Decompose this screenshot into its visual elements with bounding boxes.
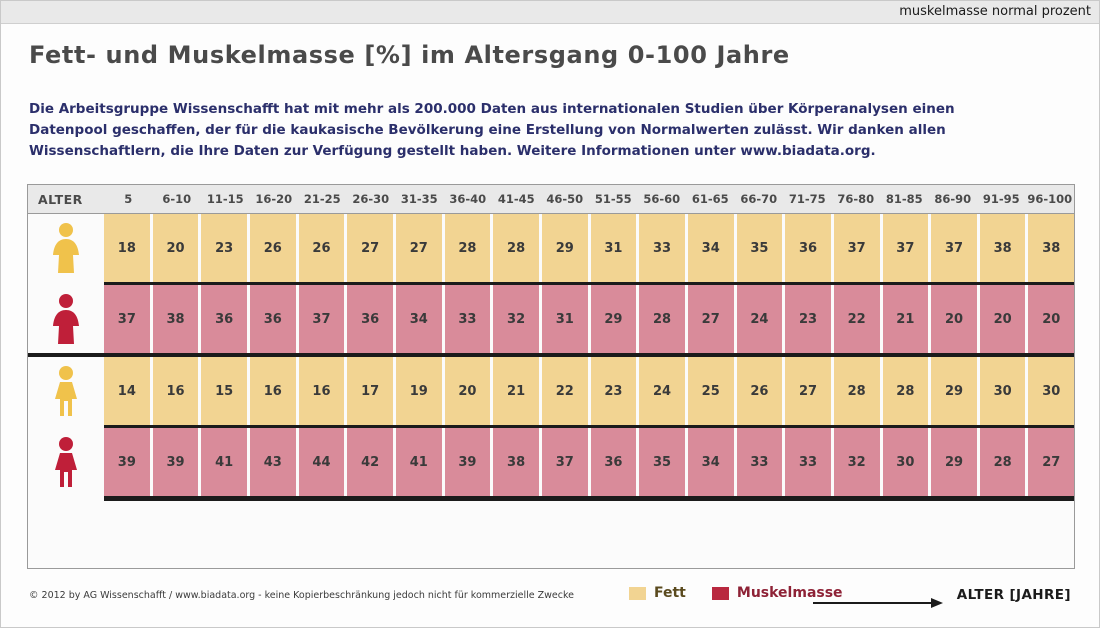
value-cell: 27 [1028,428,1074,496]
legend-label-muskelmasse: Muskelmasse [736,585,843,601]
value-cell: 29 [591,285,640,353]
intro-paragraph [29,99,1029,162]
male-muscle-icon-cell [28,428,104,496]
value-cell: 26 [250,214,299,282]
value-cell: 23 [591,357,640,425]
age-header-cell: 86-90 [934,192,972,206]
value-cell: 39 [445,428,494,496]
age-header-cell: 61-65 [691,192,729,206]
age-header-cell: 5 [124,192,133,206]
value-cell: 33 [785,428,834,496]
table-header-row [28,185,1074,214]
value-cell: 43 [250,428,299,496]
value-cell: 44 [299,428,348,496]
value-cell: 14 [104,357,153,425]
male-muscle-values [104,428,1074,496]
value-cell: 33 [639,214,688,282]
value-cell: 41 [201,428,250,496]
value-cell: 33 [445,285,494,353]
value-cell: 41 [396,428,445,496]
value-cell: 23 [201,214,250,282]
value-cell: 36 [347,285,396,353]
value-cell: 37 [299,285,348,353]
value-cell: 29 [542,214,591,282]
value-cell: 38 [153,285,202,353]
caption-text: muskelmasse normal prozent [899,4,1091,19]
value-cell: 37 [931,214,980,282]
table-row [28,214,1074,282]
value-cell: 22 [542,357,591,425]
value-cell: 34 [396,285,445,353]
value-cell: 34 [688,214,737,282]
age-header-cell: 91-95 [982,192,1020,206]
value-cell: 28 [980,428,1029,496]
value-cell: 30 [980,357,1029,425]
value-cell: 27 [347,214,396,282]
value-cell: 16 [153,357,202,425]
value-cell: 24 [737,285,786,353]
age-header-cell: 41-45 [497,192,535,206]
value-cell: 30 [1028,357,1074,425]
age-header-cell: 81-85 [885,192,923,206]
female-fat-icon-cell [28,214,104,282]
legend [629,585,843,601]
value-cell: 16 [299,357,348,425]
value-cell: 20 [153,214,202,282]
value-cell: 32 [493,285,542,353]
value-cell: 38 [1028,214,1074,282]
male-figure-icon [49,365,83,417]
value-cell: 22 [834,285,883,353]
table-row [28,357,1074,425]
age-header-cell: 31-35 [400,192,438,206]
value-cell: 31 [591,214,640,282]
value-cell: 36 [591,428,640,496]
legend-label-fett: Fett [654,585,686,601]
intro-website-link[interactable]: www.biadata.org. [740,143,876,159]
table-row [28,428,1074,496]
value-cell: 28 [493,214,542,282]
value-cell: 27 [688,285,737,353]
intro-line-1: Die Arbeitsgruppe Wissenschafft hat mit mehr als 200.000 Daten aus internationalen Studien über Körperanalysen einen [29,101,955,117]
age-header-cell: 66-70 [740,192,778,206]
value-cell: 16 [250,357,299,425]
value-cell: 19 [396,357,445,425]
value-cell: 37 [542,428,591,496]
legend-swatch-muskelmasse [712,587,729,600]
intro-line-3: Wissenschaftlern, die Ihre Daten zur Verfügung gestellt haben. Weitere Informationen unter [29,143,741,159]
age-header-cell: 76-80 [837,192,875,206]
value-cell: 24 [639,357,688,425]
age-header-cells [104,185,1074,213]
male-fat-icon-cell [28,357,104,425]
age-header-cell: 96-100 [1027,192,1073,206]
intro-line-2: Datenpool geschaffen, der für die kaukasische Bevölkerung eine Erstellung von Normalwerten zulässt. Wir danken allen [29,122,946,138]
value-cell: 20 [980,285,1029,353]
female-figure-icon [49,293,83,345]
value-cell: 17 [347,357,396,425]
value-cell: 37 [104,285,153,353]
value-cell: 18 [104,214,153,282]
female-fat-values [104,214,1074,282]
value-cell: 23 [785,285,834,353]
age-header-cell: 26-30 [352,192,390,206]
x-axis-label: ALTER [JAHRE] [956,587,1071,603]
footer [29,583,1071,613]
table-row [28,285,1074,353]
age-header-cell: 56-60 [643,192,681,206]
value-cell: 31 [542,285,591,353]
caption-bar [1,1,1099,24]
value-cell: 38 [980,214,1029,282]
value-cell: 29 [931,428,980,496]
value-cell: 36 [201,285,250,353]
age-table [27,184,1075,569]
value-cell: 35 [639,428,688,496]
value-cell: 26 [737,357,786,425]
value-cell: 28 [639,285,688,353]
value-cell: 27 [785,357,834,425]
value-cell: 38 [493,428,542,496]
value-cell: 28 [445,214,494,282]
value-cell: 15 [201,357,250,425]
female-figure-icon [49,222,83,274]
value-cell: 36 [250,285,299,353]
x-axis-line [104,496,1074,501]
age-header-cell: 51-55 [594,192,632,206]
age-header-cell: 71-75 [788,192,826,206]
copyright-text: © 2012 by AG Wissenschafft / www.biadata.org - keine Kopierbeschränkung jedoch nicht für kommerzielle Zwecke [29,590,575,601]
value-cell: 42 [347,428,396,496]
value-cell: 21 [493,357,542,425]
value-cell: 20 [1028,285,1074,353]
age-header-cell: 11-15 [206,192,244,206]
value-cell: 25 [688,357,737,425]
legend-item-muskelmasse [712,585,843,601]
age-header-cell: 16-20 [255,192,293,206]
value-cell: 29 [931,357,980,425]
value-cell: 28 [883,357,932,425]
legend-item-fett [629,585,686,601]
value-cell: 33 [737,428,786,496]
table-corner-label: ALTER [38,191,83,207]
value-cell: 21 [883,285,932,353]
page-title: Fett- und Muskelmasse [%] im Altersgang 0-100 Jahre [29,41,790,69]
value-cell: 30 [883,428,932,496]
legend-swatch-fett [629,587,646,600]
value-cell: 27 [396,214,445,282]
age-header-cell: 6-10 [162,192,192,206]
value-cell: 39 [104,428,153,496]
value-cell: 20 [931,285,980,353]
value-cell: 34 [688,428,737,496]
male-fat-values [104,357,1074,425]
value-cell: 37 [883,214,932,282]
female-muscle-values [104,285,1074,353]
age-header-cell: 21-25 [303,192,341,206]
age-header-cell: 46-50 [546,192,584,206]
value-cell: 26 [299,214,348,282]
value-cell: 37 [834,214,883,282]
value-cell: 39 [153,428,202,496]
male-figure-icon [49,436,83,488]
value-cell: 32 [834,428,883,496]
value-cell: 35 [737,214,786,282]
value-cell: 20 [445,357,494,425]
value-cell: 36 [785,214,834,282]
value-cell: 28 [834,357,883,425]
female-muscle-icon-cell [28,285,104,353]
age-header-cell: 36-40 [449,192,487,206]
